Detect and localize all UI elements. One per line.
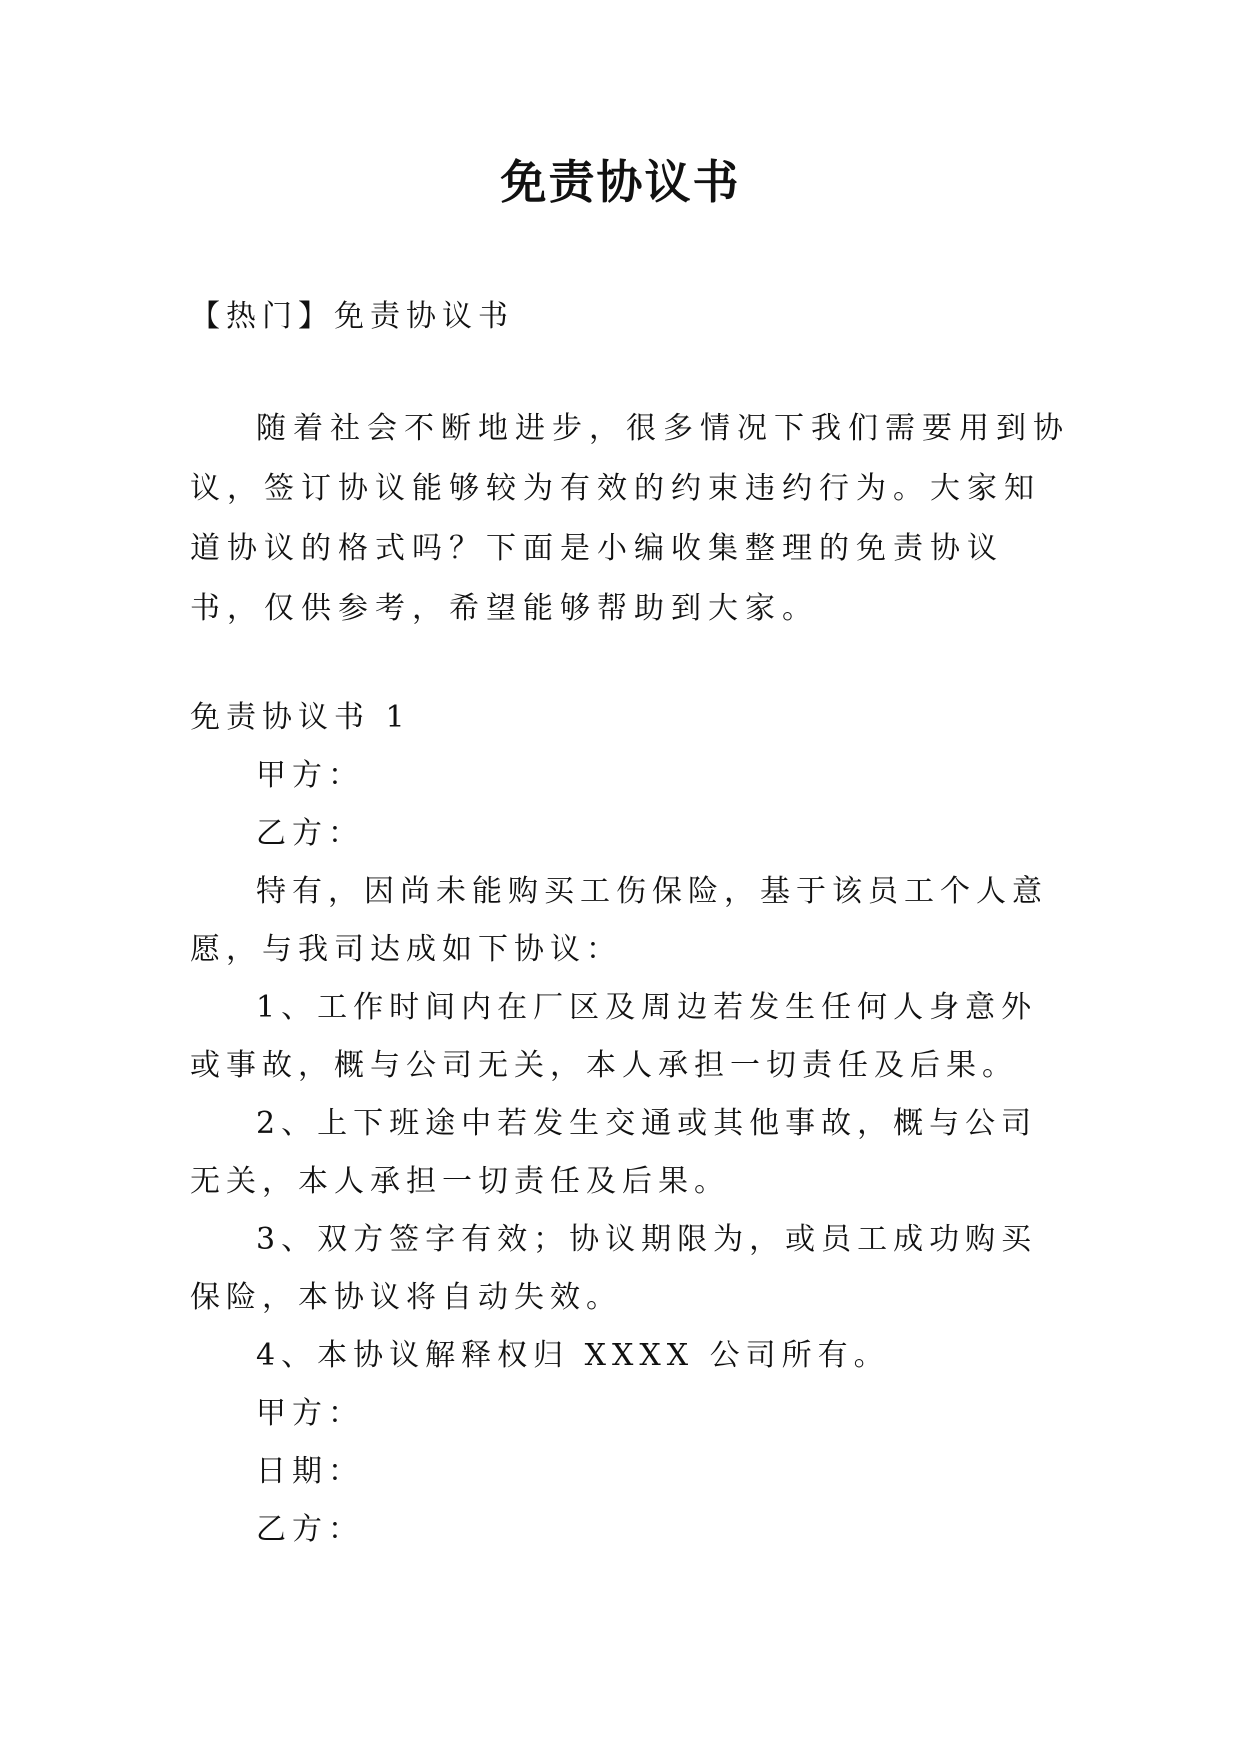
signature-party-a: 甲方： (256, 1396, 364, 1431)
agreement-body (190, 689, 1070, 1559)
signature-party-b: 乙方： (256, 1512, 364, 1547)
clause-3: 3、双方签字有效；协议期限为，或员工成功购买保险，本协议将自动失效。 (190, 1222, 1038, 1315)
clause-1: 1、工作时间内在厂区及周边若发生任何人身意外或事故，概与公司无关，本人承担一切责任及后果。 (190, 990, 1038, 1083)
party-b-line: 乙方： (256, 816, 364, 851)
intro-paragraph: 随着社会不断地进步，很多情况下我们需要用到协议，签订协议能够较为有效的约束违约行为。大家知道协议的格式吗？下面是小编收集整理的免责协议书，仅供参考，希望能够帮助到大家。 (190, 411, 1070, 626)
signature-date: 日期： (256, 1454, 364, 1489)
clause-4: 4、本协议解释权归 XXXX 公司所有。 (256, 1338, 890, 1373)
document-subtitle: 【热门】免责协议书 (190, 299, 514, 334)
section-heading: 免责协议书 1 (190, 700, 411, 735)
document-title: 免责协议书 (500, 155, 741, 209)
preamble-paragraph: 特有，因尚未能购买工伤保险，基于该员工个人意愿，与我司达成如下协议： (190, 874, 1048, 967)
clause-2: 2、上下班途中若发生交通或其他事故，概与公司无关，本人承担一切责任及后果。 (190, 1106, 1038, 1199)
party-a-line: 甲方： (256, 758, 364, 793)
